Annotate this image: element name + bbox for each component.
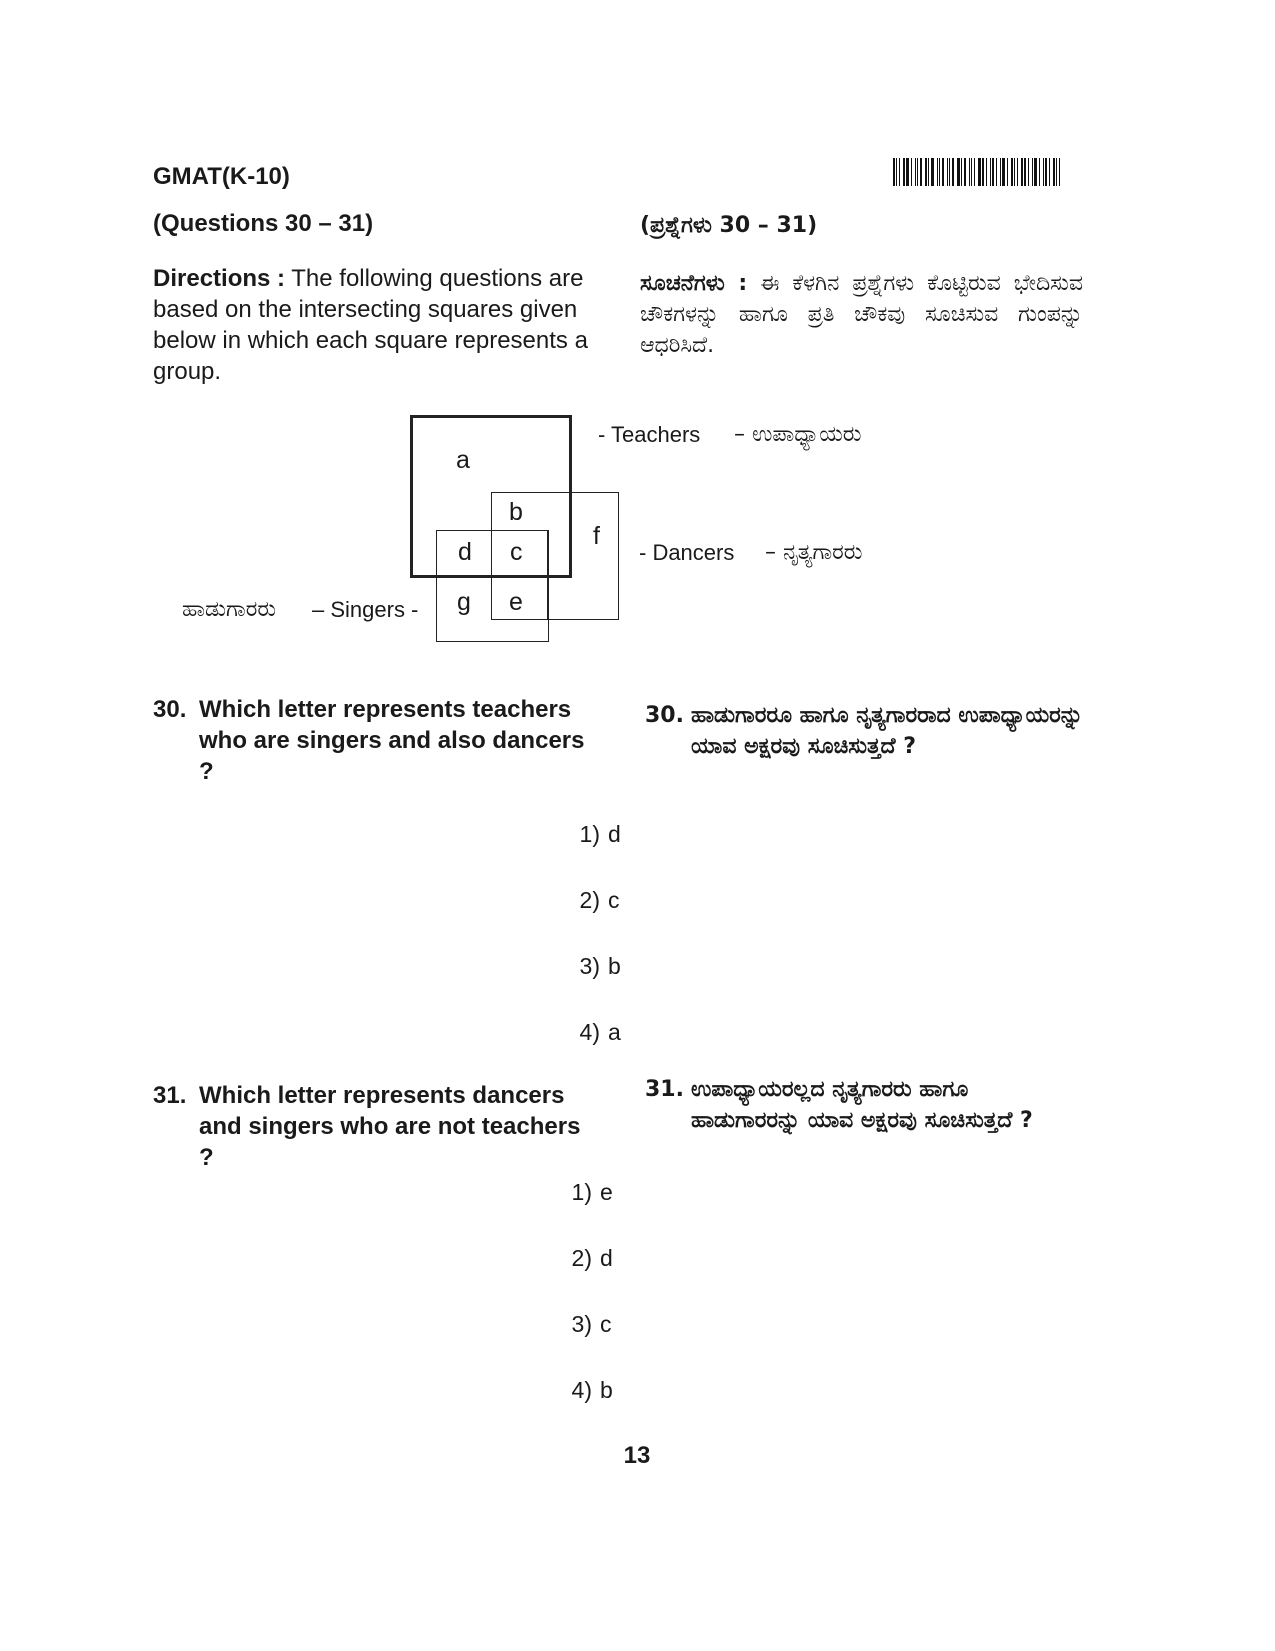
question-text: Which letter represents dancers and singers who are not teachers ? [199, 1082, 581, 1171]
question-text-kn: ಉಪಾಧ್ಯಾಯರಲ್ಲದ ನೃತ್ಯಗಾರರು ಹಾಗೂ ಹಾಡುಗಾರರನ್ನು ಯಾವ ಅಕ್ಷರವು ಸೂಚಿಸುತ್ತದೆ ? [691, 1077, 1033, 1133]
page-number: 13 [623, 1442, 651, 1469]
option-text: e [600, 1179, 613, 1205]
question-number-kn: 30. [645, 703, 684, 728]
section-title-kn: (ಪ್ರಶ್ನೆಗಳು 30 – 31) [640, 213, 818, 238]
option [560, 820, 621, 848]
question-30-en [153, 694, 598, 787]
region-b: b [509, 498, 523, 526]
option-number: 1) [571, 1179, 592, 1205]
option-text: b [608, 953, 621, 979]
question-number: 31. [153, 1082, 187, 1109]
question-31-kn [645, 1074, 1083, 1136]
teachers-label: - Teachers [598, 422, 701, 447]
region-e: e [509, 588, 523, 616]
option-text: a [608, 1019, 621, 1045]
option-number: 2) [571, 1245, 592, 1271]
option [552, 1244, 613, 1272]
option [552, 1178, 613, 1206]
directions-label-en: Directions : [153, 265, 286, 292]
directions-text-kn: ಈ ಕೆಳಗಿನ ಪ್ರಶ್ನೆಗಳು ಕೊಟ್ಟಿರುವ ಭೇದಿಸುವ ಚೌಕಗಳನ್ನು ಹಾಗೂ ಪ್ರತಿ ಚೌಕವು ಸೂಚಿಸುವ ಗುಂಪನ್ನು ಆಧರಿಸಿದೆ. [640, 271, 1083, 358]
question-text: Which letter represents teachers who are singers and also dancers ? [199, 696, 585, 785]
dancers-label-kn: – ನೃತ್ಯಗಾರರು [765, 540, 863, 565]
option-text: d [600, 1245, 613, 1271]
teachers-label-kn: – ಉಪಾಧ್ಯಾಯರು [734, 422, 862, 447]
region-g: g [457, 588, 471, 616]
singers-label: – Singers - [312, 597, 419, 622]
question-number: 30. [153, 696, 187, 723]
singers-label-kn: ಹಾಡುಗಾರರು [182, 597, 276, 622]
option-number: 3) [571, 1311, 592, 1337]
option-text: d [608, 821, 621, 847]
option-number: 1) [579, 821, 600, 847]
directions-text-en: The following questions are based on the intersecting squares given below in which each square represents a group. [153, 265, 588, 385]
option-number: 4) [571, 1377, 592, 1403]
dancers-label: - Dancers [639, 540, 735, 565]
exam-code: GMAT(K-10) [153, 163, 290, 190]
option-number: 2) [579, 887, 600, 913]
question-30-kn [645, 700, 1083, 762]
intersecting-squares-diagram [0, 0, 1275, 700]
option-text: c [600, 1311, 612, 1337]
region-f: f [593, 522, 600, 550]
question-number-kn: 31. [645, 1077, 684, 1102]
option [560, 1018, 621, 1046]
question-31-en [153, 1080, 598, 1173]
option-text: c [608, 887, 620, 913]
region-a: a [456, 446, 470, 474]
option [560, 886, 620, 914]
region-d: d [458, 538, 472, 566]
option-number: 4) [579, 1019, 600, 1045]
option-text: b [600, 1377, 613, 1403]
section-title-en: (Questions 30 – 31) [153, 210, 374, 237]
option [552, 1376, 613, 1404]
region-c: c [510, 538, 523, 566]
option-number: 3) [579, 953, 600, 979]
directions-label-kn: ಸೂಚನೆಗಳು : [640, 271, 748, 296]
question-text-kn: ಹಾಡುಗಾರರೂ ಹಾಗೂ ನೃತ್ಯಗಾರರಾದ ಉಪಾಧ್ಯಾಯರನ್ನು ಯಾವ ಅಕ್ಷರವು ಸೂಚಿಸುತ್ತದೆ ? [691, 703, 1084, 759]
option [560, 952, 621, 980]
option [552, 1310, 612, 1338]
